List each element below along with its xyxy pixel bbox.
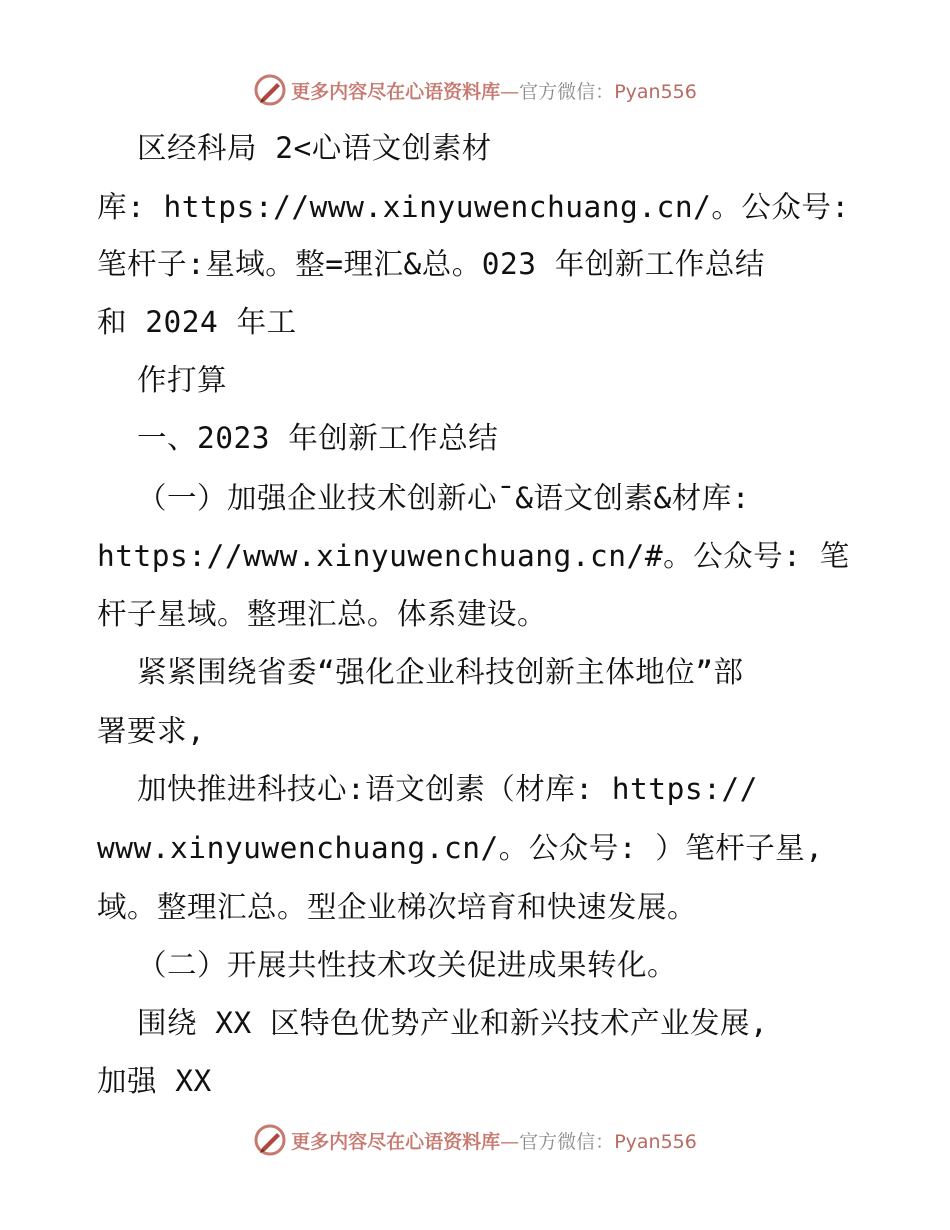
watermark-dash: — <box>500 80 520 103</box>
text-line: 署要求, <box>97 714 206 748</box>
watermark-dash: — <box>500 1130 520 1153</box>
pen-logo-icon <box>253 73 287 107</box>
text-line: （一）加强企业技术创新心¯&语文创素&材库: <box>137 481 751 515</box>
text-line: 加强 XX <box>97 1064 212 1098</box>
text-line: 域。整理汇总。型企业梯次培育和快速发展。 <box>97 890 698 924</box>
watermark-official-label: 官方微信： <box>519 1130 615 1153</box>
watermark-site-name: 更多内容尽在心语资料库 <box>291 80 501 103</box>
footer-watermark <box>0 1122 950 1158</box>
watermark-text <box>291 77 697 104</box>
pen-logo-icon <box>253 1123 287 1157</box>
watermark-wechat-id: Pyan556 <box>614 1130 697 1153</box>
watermark-wechat-id: Pyan556 <box>614 80 697 103</box>
text-line: https://www.xinyuwenchuang.cn/#。公众号: 笔 <box>97 539 850 573</box>
text-line: 和 2024 年工 <box>97 305 297 339</box>
text-line: 笔杆子:星域。整=理汇&总。023 年创新工作总结 <box>97 247 765 281</box>
text-line: 加快推进科技心:语文创素（材库: https:// <box>137 772 758 806</box>
text-line: 杆子星域。整理汇总。体系建设。 <box>97 597 548 631</box>
text-line: 作打算 <box>137 363 228 397</box>
header-watermark <box>0 72 950 108</box>
text-line: 区经科局 2<心语文创素材 <box>137 131 492 165</box>
watermark-site-name: 更多内容尽在心语资料库 <box>291 1130 501 1153</box>
text-line: （二）开展共性技术攻关促进成果转化。 <box>137 948 678 982</box>
text-line: www.xinyuwenchuang.cn/。公众号: ）笔杆子星, <box>97 831 824 865</box>
text-line: 围绕 XX 区特色优势产业和新兴技术产业发展, <box>137 1006 769 1040</box>
text-line: 库: https://www.xinyuwenchuang.cn/。公众号: <box>97 190 850 224</box>
watermark-text <box>291 1127 697 1154</box>
text-line: 紧紧围绕省委“强化企业科技创新主体地位”部 <box>137 655 744 689</box>
watermark-official-label: 官方微信： <box>519 80 615 103</box>
text-line: 一、2023 年创新工作总结 <box>137 421 499 455</box>
